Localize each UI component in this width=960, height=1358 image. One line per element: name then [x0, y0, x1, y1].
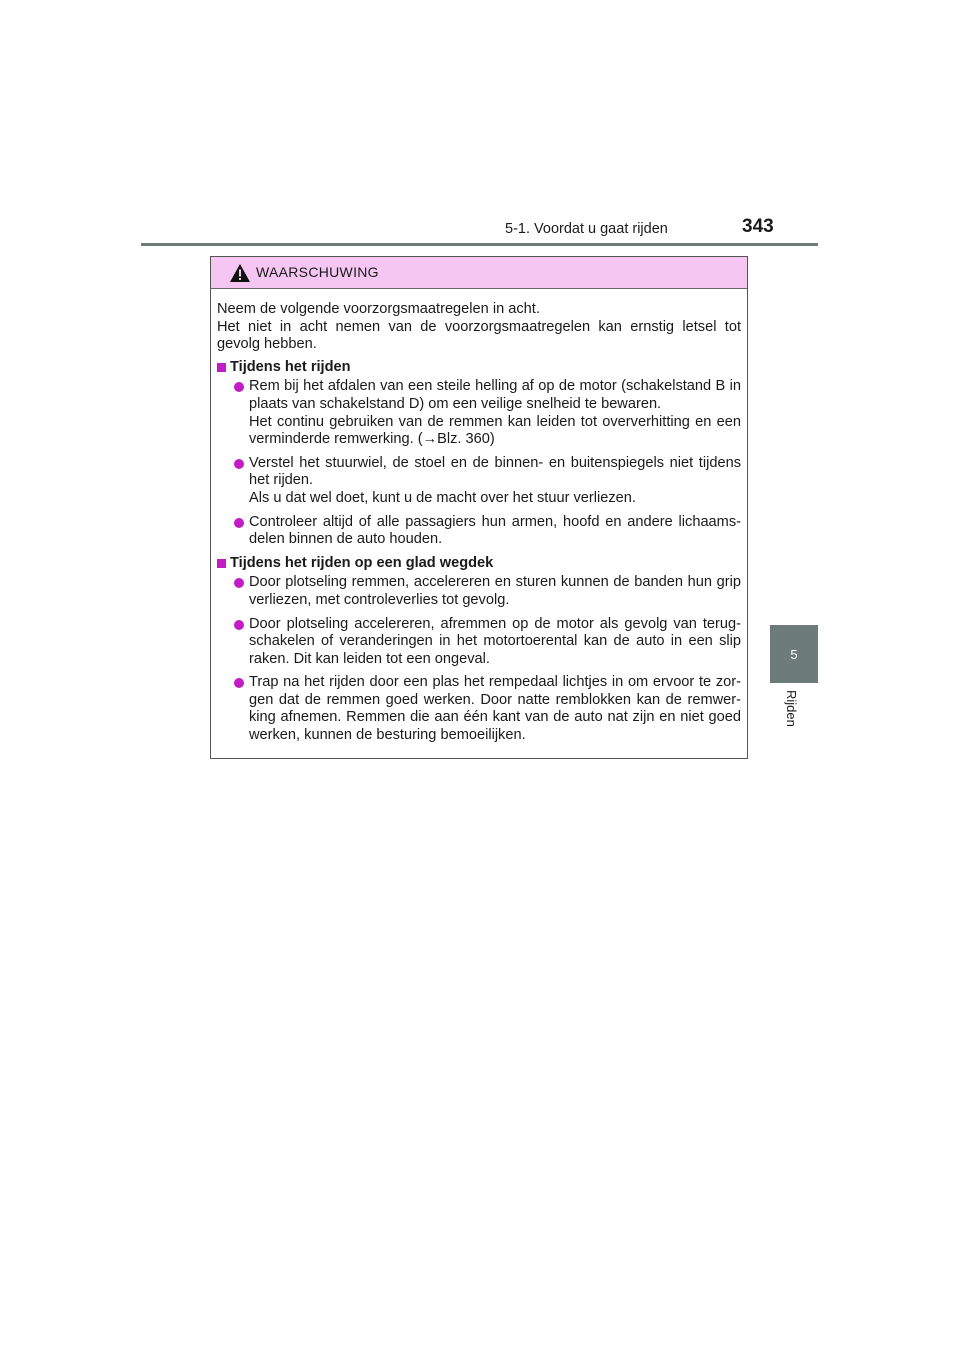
header-divider	[141, 243, 818, 246]
list-item	[217, 455, 741, 508]
section-heading	[217, 555, 741, 573]
warning-intro	[217, 301, 741, 354]
page-number: 343	[742, 216, 774, 237]
bullet-text: Door plotseling remmen, accelereren en sturen kunnen de banden hun grip verliezen, met controleverlies tot gevolg.	[249, 574, 741, 608]
warning-box	[210, 256, 748, 759]
bullet-text: Trap na het rijden door een plas het rempedaal lichtjes in om ervoor te zor-gen dat de remmen goed werken. Door natte remblokken kan de remwer-king afnemen. Remmen die aan één kant van de auto nat zijn en niet goed werken, kunnen de besturing bemoeilijken.	[249, 674, 741, 744]
bullet-text: Controleer altijd of alle passagiers hun armen, hoofd en andere lichaams-delen binnen de auto houden.	[249, 513, 741, 548]
section-heading-text: Tijdens het rijden	[230, 358, 351, 375]
bullet-text: Door plotseling accelereren, afremmen op de motor als gevolg van terug-schakelen of veranderingen in het motortoerental kan de auto in een slip raken. Dit kan leiden tot een ongeval.	[249, 615, 741, 667]
list-item	[217, 574, 741, 609]
list-item	[217, 616, 741, 669]
circle-bullet-icon	[234, 620, 244, 630]
header-section-title: 5-1. Voordat u gaat rijden	[505, 221, 668, 237]
chapter-tab-label	[770, 690, 818, 740]
circle-bullet-icon	[234, 518, 244, 528]
intro-line: Neem de volgende voorzorgsmaatregelen in acht.	[217, 301, 540, 317]
circle-bullet-icon	[234, 382, 244, 392]
bullet-text: Het continu gebruiken van de remmen kan leiden tot oververhitting en een verminderde remwerking. (→Blz. 360)	[249, 413, 741, 448]
warning-body	[211, 289, 747, 745]
bullet-text: Verstel het stuurwiel, de stoel en de binnen- en buitenspiegels niet tijdens het rijden.	[249, 454, 741, 489]
circle-bullet-icon	[234, 678, 244, 688]
circle-bullet-icon	[234, 578, 244, 588]
bullet-text: Rem bij het afdalen van een steile helling af op de motor (schakelstand B in plaats van schakelstand D) om een veilige snelheid te bewaren.	[249, 378, 741, 412]
list-item	[217, 514, 741, 549]
warning-triangle-icon	[229, 263, 251, 283]
warning-section	[217, 555, 741, 745]
intro-line: Het niet in acht nemen van de voorzorgsmaatregelen kan ernstig letsel tot gevolg hebben.	[217, 318, 741, 353]
warning-header	[211, 257, 747, 289]
section-heading-text: Tijdens het rijden op een glad wegdek	[230, 554, 494, 571]
bullet-text: Als u dat wel doet, kunt u de macht over het stuur verliezen.	[249, 489, 636, 506]
warning-title: WAARSCHUWING	[256, 264, 379, 280]
square-bullet-icon	[217, 559, 226, 568]
chapter-tab-number: 5	[770, 625, 818, 683]
chapter-tab-label-text: Rijden	[784, 690, 799, 727]
warning-section	[217, 359, 741, 549]
list-item	[217, 674, 741, 744]
section-heading	[217, 359, 741, 377]
list-item	[217, 378, 741, 448]
circle-bullet-icon	[234, 459, 244, 469]
square-bullet-icon	[217, 363, 226, 372]
